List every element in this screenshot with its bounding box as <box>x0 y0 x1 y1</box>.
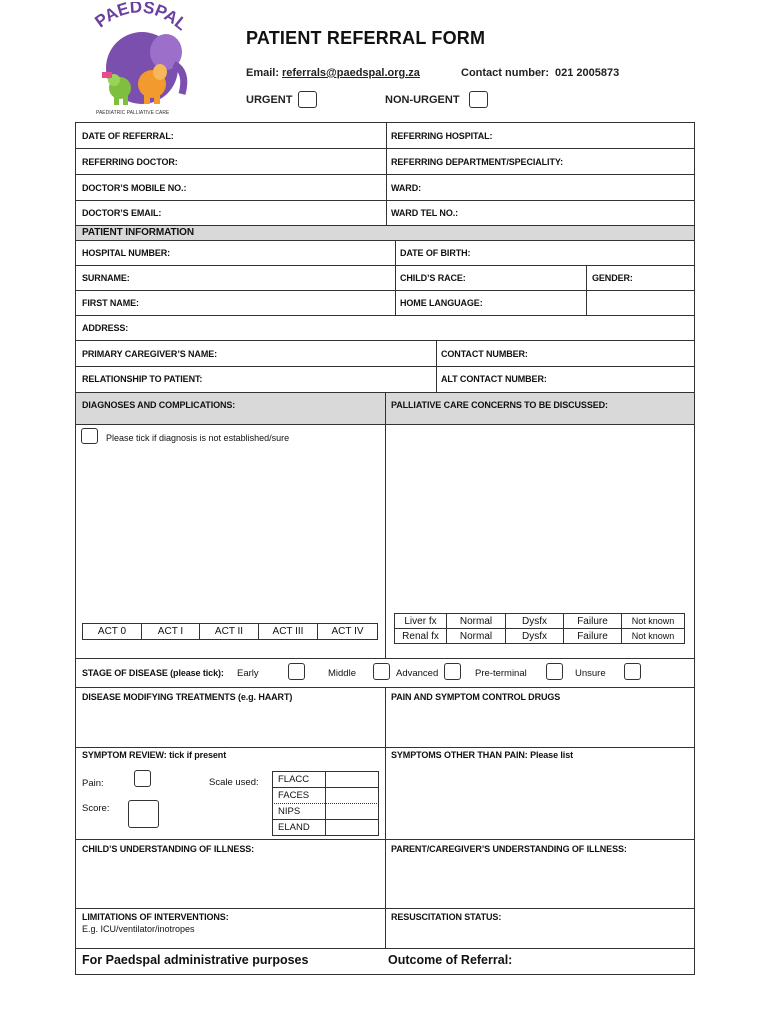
pain-checkbox[interactable] <box>134 770 151 787</box>
stage-middle-checkbox[interactable] <box>373 663 390 680</box>
stage-advanced-label: Advanced <box>396 668 439 679</box>
limitations-example: E.g. ICU/ventilator/inotropes <box>82 924 195 934</box>
non-urgent-label: NON-URGENT <box>385 94 460 106</box>
parent-understanding-label: PARENT/CAREGIVER’S UNDERSTANDING OF ILLNESS: <box>391 844 627 854</box>
outcome-of-referral-label: Outcome of Referral: <box>388 953 513 967</box>
stage-middle-label: Middle <box>328 668 356 679</box>
stage-preterminal-label: Pre-terminal <box>475 668 527 679</box>
stage-preterminal-checkbox[interactable] <box>546 663 563 680</box>
relationship-label: RELATIONSHIP TO PATIENT: <box>82 374 203 384</box>
urgent-checkbox[interactable] <box>298 91 317 108</box>
liver-not-known-cell[interactable]: Not known <box>621 613 685 629</box>
symptom-review-label: SYMPTOM REVIEW: tick if present <box>82 750 227 760</box>
diagnoses-heading: DIAGNOSES AND COMPLICATIONS: <box>82 400 236 410</box>
stage-advanced-checkbox[interactable] <box>444 663 461 680</box>
score-label: Score: <box>82 803 110 814</box>
page-title: PATIENT REFERRAL FORM <box>246 28 486 48</box>
surname-label: SURNAME: <box>82 273 130 283</box>
stage-early-checkbox[interactable] <box>288 663 305 680</box>
primary-caregiver-label: PRIMARY CAREGIVER’S NAME: <box>82 349 218 359</box>
hospital-number-label: HOSPITAL NUMBER: <box>82 248 171 258</box>
renal-fx-label: Renal fx <box>394 628 447 644</box>
renal-normal-cell[interactable]: Normal <box>446 628 506 644</box>
date-of-birth-label: DATE OF BIRTH: <box>400 248 471 258</box>
address-label: ADDRESS: <box>82 323 129 333</box>
referring-department-label: REFERRING DEPARTMENT/SPECIALITY: <box>391 157 563 167</box>
resuscitation-status-label: RESUSCITATION STATUS: <box>391 912 502 922</box>
gender-label: GENDER: <box>592 273 633 283</box>
scale-nips[interactable]: NIPS <box>278 806 301 817</box>
referring-hospital-label: REFERRING HOSPITAL: <box>391 131 493 141</box>
disease-modifying-treatments-label: DISEASE MODIFYING TREATMENTS (e.g. HAART) <box>82 692 293 702</box>
symptoms-other-label: SYMPTOMS OTHER THAN PAIN: Please list <box>391 750 574 760</box>
palliative-concerns-heading: PALLIATIVE CARE CONCERNS TO BE DISCUSSED: <box>391 400 608 410</box>
score-input[interactable] <box>128 800 159 828</box>
admin-purposes-label: For Paedspal administrative purposes <box>82 953 309 967</box>
act-iv-cell[interactable]: ACT IV <box>317 623 378 640</box>
renal-failure-cell[interactable]: Failure <box>563 628 622 644</box>
diagnosis-uncertain-checkbox[interactable] <box>81 428 98 444</box>
act-ii-cell[interactable]: ACT II <box>199 623 259 640</box>
contact-label: Contact number: <box>461 67 549 79</box>
scale-used-label: Scale used: <box>209 777 259 788</box>
pain-label: Pain: <box>82 778 104 789</box>
ward-label: WARD: <box>391 183 421 193</box>
child-understanding-label: CHILD’S UNDERSTANDING OF ILLNESS: <box>82 844 255 854</box>
act-iii-cell[interactable]: ACT III <box>258 623 318 640</box>
contact-number: 021 2005873 <box>555 67 620 79</box>
doctor-mobile-label: DOCTOR’S MOBILE NO.: <box>82 183 187 193</box>
date-of-referral-label: DATE OF REFERRAL: <box>82 131 174 141</box>
liver-dysfx-cell[interactable]: Dysfx <box>505 613 564 629</box>
stage-unsure-checkbox[interactable] <box>624 663 641 680</box>
stage-of-disease-label: STAGE OF DISEASE (please tick): <box>82 668 224 678</box>
ward-tel-label: WARD TEL NO.: <box>391 208 459 218</box>
scale-faces[interactable]: FACES <box>278 790 310 801</box>
email-link[interactable]: referrals@paedspal.org.za <box>282 67 420 79</box>
paedspal-logo <box>88 2 198 118</box>
email-label: Email: <box>246 67 280 79</box>
doctor-email-label: DOCTOR’S EMAIL: <box>82 208 162 218</box>
alt-contact-label: ALT CONTACT NUMBER: <box>441 374 547 384</box>
act-i-cell[interactable]: ACT I <box>141 623 200 640</box>
pain-symptom-drugs-label: PAIN AND SYMPTOM CONTROL DRUGS <box>391 692 561 702</box>
liver-fx-label: Liver fx <box>394 613 447 629</box>
first-name-label: FIRST NAME: <box>82 298 139 308</box>
urgent-label: URGENT <box>246 94 293 106</box>
home-language-label: HOME LANGUAGE: <box>400 298 483 308</box>
stage-early-label: Early <box>237 668 259 679</box>
scale-eland[interactable]: ELAND <box>278 822 310 833</box>
liver-normal-cell[interactable]: Normal <box>446 613 506 629</box>
referring-doctor-label: REFERRING DOCTOR: <box>82 157 178 167</box>
renal-not-known-cell[interactable]: Not known <box>621 628 685 644</box>
scale-flacc[interactable]: FLACC <box>278 774 310 785</box>
liver-failure-cell[interactable]: Failure <box>563 613 622 629</box>
patient-information-heading: PATIENT INFORMATION <box>82 227 194 238</box>
logo-tagline: PAEDIATRIC PALLIATIVE CARE <box>96 110 170 116</box>
non-urgent-checkbox[interactable] <box>469 91 488 108</box>
logo-text: PAEDSPAL <box>91 2 191 35</box>
renal-dysfx-cell[interactable]: Dysfx <box>505 628 564 644</box>
childs-race-label: CHILD’S RACE: <box>400 273 466 283</box>
act-0-cell[interactable]: ACT 0 <box>82 623 142 640</box>
limitations-label: LIMITATIONS OF INTERVENTIONS: <box>82 912 229 922</box>
stage-unsure-label: Unsure <box>575 668 606 679</box>
contact-number-label: CONTACT NUMBER: <box>441 349 528 359</box>
diagnosis-uncertain-note: Please tick if diagnosis is not established/sure <box>106 433 290 443</box>
